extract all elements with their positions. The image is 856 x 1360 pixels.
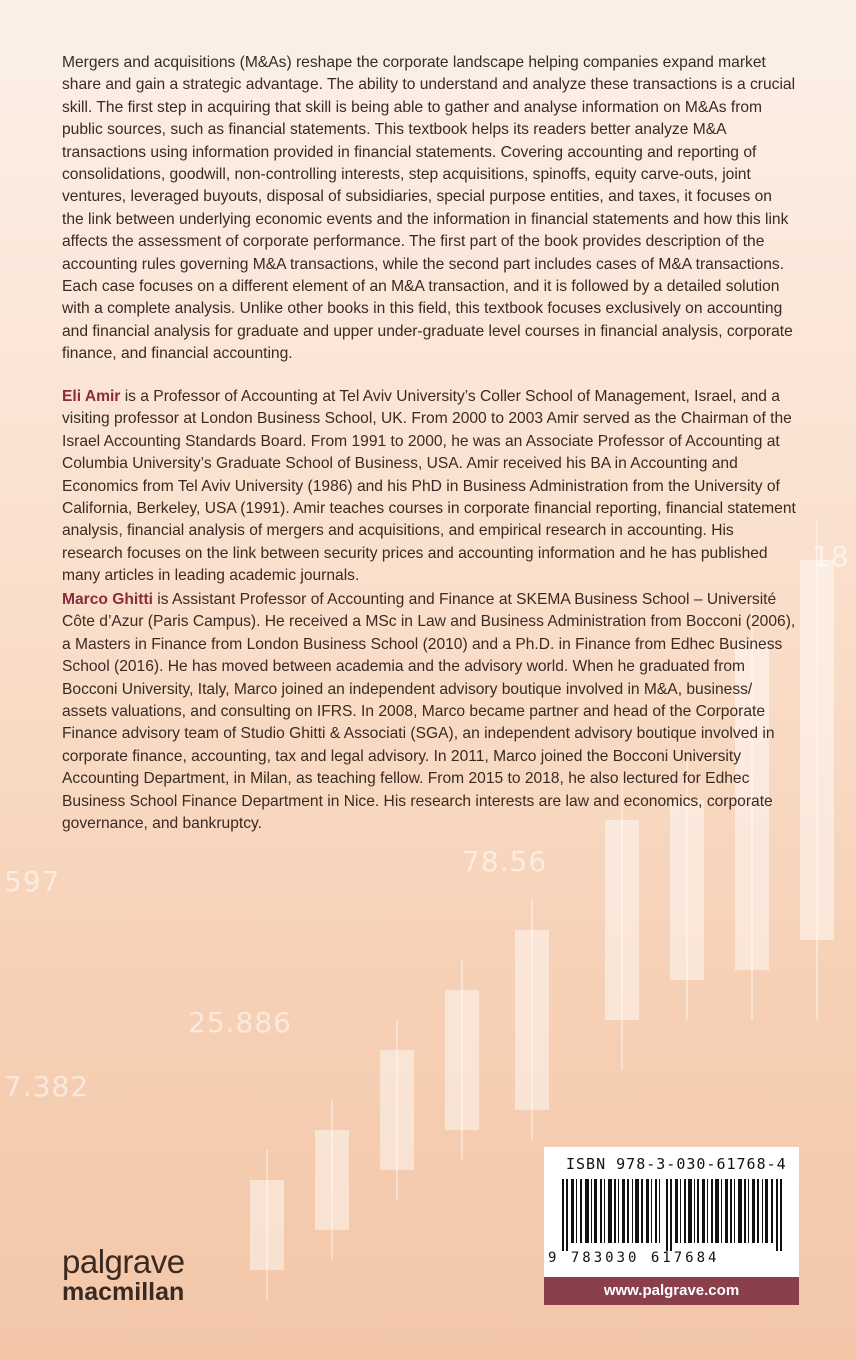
isbn-label: ISBN 978-3-030-61768-4 [566, 1155, 787, 1173]
author-bio-text: is Assistant Professor of Accounting and Finance at SKEMA Business School – Université Côte d’Azur (Paris Campus). He received a MSc in Law and Business Administration from Bocconi (2006), a Masters in Finance from London Business School (2010) and a Ph.D. in Finance from Edhec Business School (2016). He has moved between academia and the advisory world. When he graduated from Bocconi University, Italy, Marco joined an independent advisory boutique involved in M&A, business/ assets valuations, and consulting on IFRS. In 2008, Marco became partner and head of the Corporate Finance advisory team of Studio Ghitti & Associati (SGA), an independent advisory boutique involved in corporate finance, accounting, tax and legal advisory. In 2011, Marco joined the Bocconi University Accounting Department, in Milan, as teaching fellow. From 2015 to 2018, he also lectured for Edhec Business School Finance Department in Nice. His research interests are law and economics, corporate governance, and bankruptcy. [62, 591, 796, 833]
publisher-name-line2: macmillan [62, 1278, 185, 1306]
author-paragraph [62, 589, 797, 835]
background-number: 78.56 [462, 845, 548, 878]
publisher-url[interactable]: www.palgrave.com [544, 1277, 799, 1305]
background-number: 25.886 [188, 1006, 292, 1039]
author-paragraph [62, 386, 797, 588]
barcode-digits: 9 783030 617684 [548, 1250, 720, 1266]
author-name: Eli Amir [62, 388, 121, 405]
publisher-name-line1: palgrave [62, 1243, 185, 1280]
author-bio-text: is a Professor of Accounting at Tel Aviv University’s Coller School of Management, Israel, and a visiting professor at London Business School, UK. From 2000 to 2003 Amir served as the Chairman of the Israel Accounting Standards Board. From 1991 to 2000, he was an Associate Professor of Accounting at Columbia University’s Graduate School of Business, USA. Amir received his BA in Accounting and Economics from Tel Aviv University (1986) and his PhD in Business Administration from the University of California, Berkeley, USA (1991). Amir teaches courses in corporate financial reporting, financial statement analysis, financial analysis of mergers and acquisitions, and empirical research in accounting. His research focuses on the link between security prices and accounting information and he has published many articles in leading academic journals. [62, 388, 796, 585]
background-number: 18 [812, 540, 850, 573]
author-name: Marco Ghitti [62, 591, 153, 608]
book-description [62, 52, 797, 366]
isbn-barcode-box [544, 1147, 799, 1277]
author-bio-ghitti [62, 589, 797, 835]
author-bio-amir [62, 386, 797, 588]
barcode-icon [562, 1179, 784, 1251]
background-number: 597 [4, 865, 61, 898]
background-number: 7.382 [4, 1070, 90, 1103]
summary-paragraph: Mergers and acquisitions (M&As) reshape the corporate landscape helping companies expand market share and gain a strategic advantage. The ability to understand and analyze these transactions is a crucial skill. The first step in acquiring that skill is being able to gather and analyse information on M&As from public sources, such as financial statements. This textbook helps its readers better analyze M&A transactions using information provided in financial statements. Covering accounting and reporting of consolidations, goodwill, non-controlling interests, step acquisitions, spinoffs, equity carve-outs, joint ventures, leveraged buyouts, disposal of subsidiaries, special purpose entities, and taxes, it focuses on the link between underlying economic events and the information in financial statements and how this link affects the assessment of corporate performance. The first part of the book provides description of the accounting rules governing M&A transactions, while the second part includes cases of M&A transactions. Each case focuses on a different element of an M&A transaction, and it is followed by a detailed solution with a complete analysis. Unlike other books in this field, this textbook focuses exclusively on accounting and financial analysis for graduate and upper under-graduate level courses in financial analysis, corporate finance, and financial accounting. [62, 54, 796, 363]
publisher-logo [62, 1243, 185, 1306]
